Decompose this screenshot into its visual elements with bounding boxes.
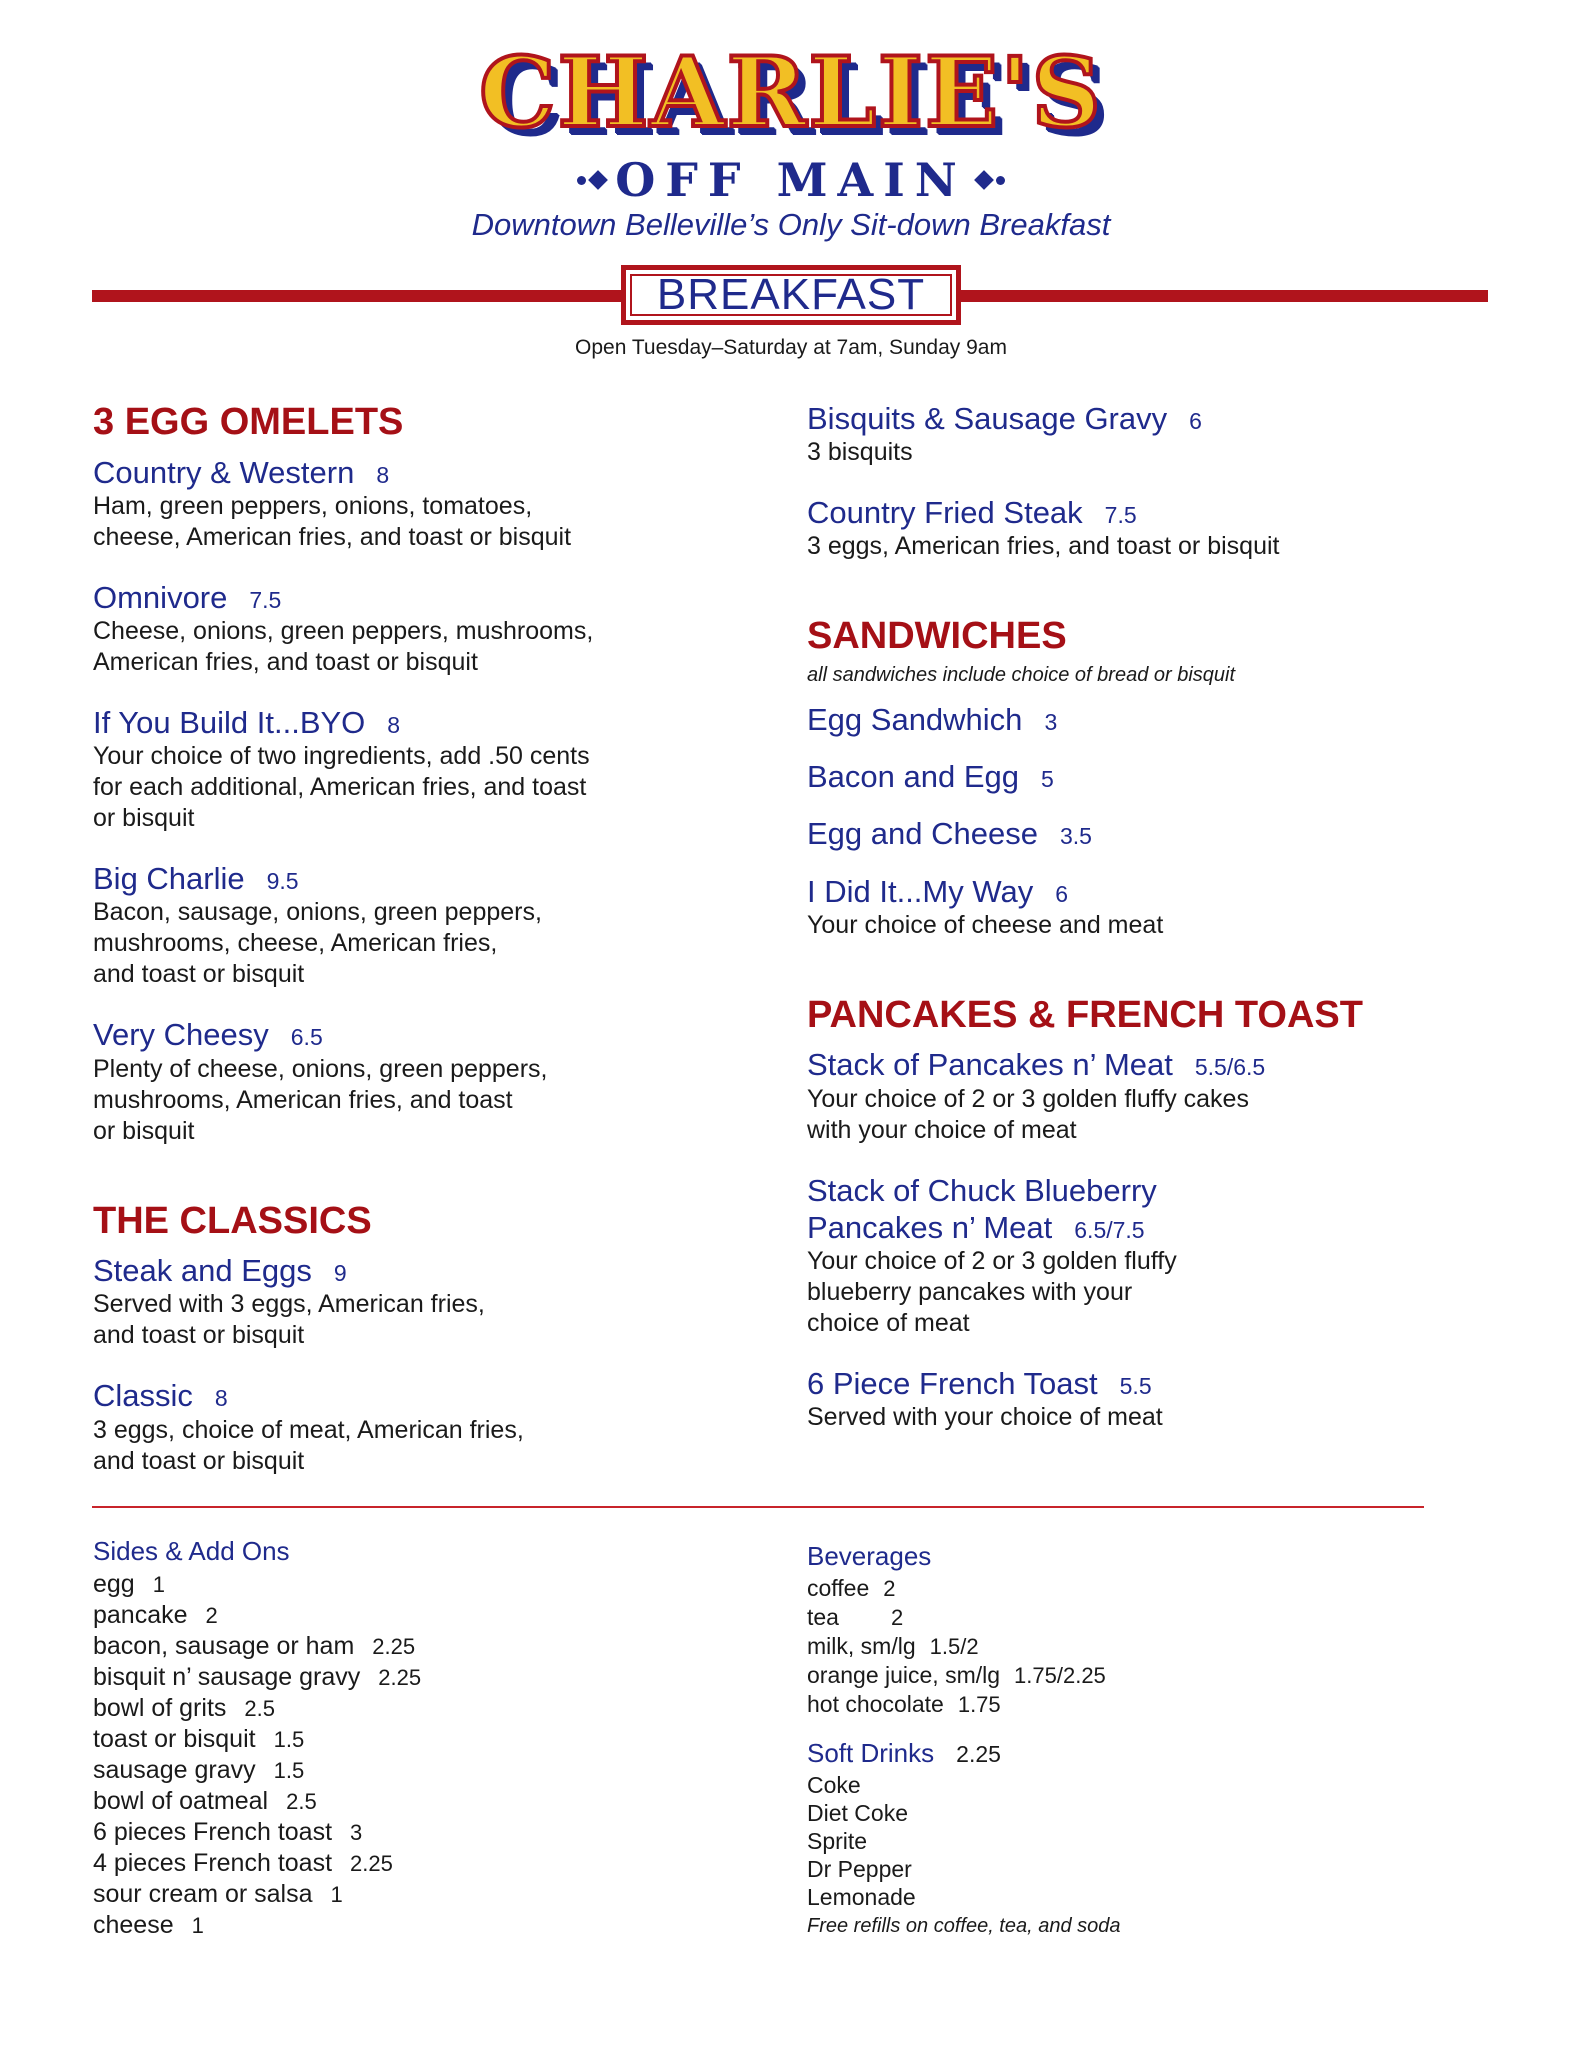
sides-section (93, 1535, 653, 1941)
menu-item (807, 400, 1447, 468)
menu-item (93, 1016, 733, 1146)
menu-item (807, 758, 1447, 795)
item-price: 5 (1041, 766, 1054, 793)
left-column (93, 400, 733, 1503)
menu-item (807, 494, 1447, 562)
item-price: 8 (376, 461, 390, 488)
item-price: 6 (1055, 880, 1068, 907)
list-item: pancake 2 (93, 1600, 218, 1629)
list-item: 4 pieces French toast 2.25 (93, 1848, 393, 1877)
menu-item (93, 1377, 733, 1476)
item-name: Bisquits & Sausage Gravy (807, 401, 1168, 436)
item-price: 6 (1189, 408, 1202, 434)
list-item: hot chocolate 1.75 (807, 1690, 1001, 1717)
soft-drinks-title: Soft Drinks 2.25 (807, 1737, 1001, 1768)
logo-subtitle: OFF MAIN (615, 153, 967, 207)
menu-item (807, 1365, 1447, 1433)
logo (0, 36, 1582, 207)
item-description: 3 bisquits (807, 438, 913, 467)
beverages-section (807, 1540, 1367, 1941)
menu-item (93, 579, 733, 678)
list-item: bacon, sausage or ham 2.25 (93, 1631, 416, 1660)
item-name: Pancakes n’ Meat (807, 1209, 1053, 1245)
list-item: tea 2 (807, 1603, 904, 1630)
item-description: 3 eggs, American fries, and toast or bisquit (807, 532, 1280, 561)
item-name: Egg Sandwhich (807, 701, 1023, 737)
item-name: Egg and Cheese (807, 816, 1038, 852)
item-name: Big Charlie (93, 861, 245, 897)
item-name: I Did It...My Way (807, 873, 1034, 909)
pancakes-title: PANCAKES & FRENCH TOAST (807, 993, 1363, 1036)
item-description: Your choice of 2 or 3 golden fluffy cakes with your choice of meat (807, 1084, 1249, 1144)
menu-item (807, 873, 1447, 941)
list-item: bowl of oatmeal 2.5 (93, 1786, 317, 1815)
item-price: 9 (333, 1260, 347, 1287)
menu-item (807, 815, 1447, 852)
list-item: Sprite (807, 1827, 868, 1854)
item-description: 3 eggs, choice of meat, American fries, and toast or bisquit (93, 1415, 524, 1475)
item-price: 8 (214, 1385, 228, 1412)
item-name: Stack of Pancakes n’ Meat (807, 1047, 1173, 1083)
item-description: Cheese, onions, green peppers, mushrooms, American fries, and toast or bisquit (93, 616, 594, 676)
breakfast-banner (621, 265, 961, 325)
list-item: coffee 2 (807, 1574, 896, 1601)
refill-note: Free refills on coffee, tea, and soda (807, 1914, 1121, 1937)
list-item: 6 pieces French toast 3 (93, 1817, 363, 1846)
item-name: 6 Piece French Toast (807, 1365, 1098, 1401)
beverages-title: Beverages (807, 1541, 932, 1571)
item-name: Very Cheesy (93, 1017, 269, 1053)
item-price: 7.5 (249, 586, 282, 613)
item-price: 5.5 (1119, 1372, 1152, 1399)
left-ornament-icon (577, 173, 605, 187)
logo-title: CHARLIE'S (479, 36, 1103, 149)
omelets-title: 3 EGG OMELETS (93, 401, 404, 443)
list-item: egg 1 (93, 1569, 165, 1598)
menu-item (807, 701, 1447, 738)
sandwiches-title: SANDWICHES (807, 615, 1067, 658)
item-price: 6.5/7.5 (1074, 1216, 1145, 1243)
right-column (807, 400, 1447, 1459)
item-description: Your choice of cheese and meat (807, 910, 1164, 939)
menu-item (93, 454, 733, 553)
opening-hours: Open Tuesday–Saturday at 7am, Sunday 9am (575, 336, 1007, 359)
list-item: bowl of grits 2.5 (93, 1693, 275, 1722)
classics-title: THE CLASSICS (93, 1199, 372, 1242)
list-item: orange juice, sm/lg 1.75/2.25 (807, 1661, 1106, 1688)
item-name: Classic (93, 1378, 193, 1414)
item-name: If You Build It...BYO (93, 704, 366, 740)
item-price: 9.5 (266, 868, 299, 895)
item-name: Omnivore (93, 579, 228, 615)
item-price: 7.5 (1104, 502, 1137, 529)
section-divider (92, 1506, 1424, 1508)
item-price: 3 (1044, 708, 1058, 735)
item-name: Country & Western (93, 454, 355, 490)
item-description: Ham, green peppers, onions, tomatoes, cheese, American fries, and toast or bisquit (93, 491, 572, 551)
item-name: Steak and Eggs (93, 1253, 312, 1289)
item-description: Bacon, sausage, onions, green peppers, mushrooms, cheese, American fries, and toast or bisquit (93, 898, 542, 989)
sandwiches-note: all sandwiches include choice of bread or bisquit (807, 663, 1236, 686)
right-ornament-icon (977, 173, 1005, 187)
item-description: Your choice of 2 or 3 golden fluffy blueberry pancakes with your choice of meat (807, 1246, 1177, 1337)
item-name: Stack of Chuck Blueberry (807, 1172, 1157, 1208)
list-item: sour cream or salsa 1 (93, 1879, 343, 1908)
logo-subtitle-row (0, 153, 1582, 207)
banner-title: BREAKFAST (656, 270, 926, 319)
list-item: Dr Pepper (807, 1855, 912, 1882)
list-item: Lemonade (807, 1883, 916, 1910)
item-price: 5.5/6.5 (1194, 1054, 1266, 1081)
item-price: 3.5 (1059, 823, 1092, 850)
item-price: 8 (387, 711, 401, 738)
list-item: bisquit n’ sausage gravy 2.25 (93, 1662, 422, 1691)
list-item: Diet Coke (807, 1799, 908, 1826)
item-name: Country Fried Steak (807, 495, 1083, 531)
menu-item (807, 1172, 1447, 1339)
list-item: milk, sm/lg 1.5/2 (807, 1632, 979, 1659)
list-item: sausage gravy 1.5 (93, 1755, 305, 1784)
menu-item (807, 1046, 1447, 1145)
list-item: toast or bisquit 1.5 (93, 1724, 305, 1753)
list-item: cheese 1 (93, 1910, 204, 1939)
item-description: Your choice of two ingredients, add .50 cents for each additional, American fries, and toast or bisquit (93, 742, 590, 833)
menu-item (93, 860, 733, 990)
item-name: Bacon and Egg (807, 759, 1020, 795)
menu-item (93, 704, 733, 834)
sides-title: Sides & Add Ons (93, 1536, 290, 1566)
menu-item (93, 1252, 733, 1351)
list-item: Coke (807, 1771, 861, 1798)
item-description: Served with 3 eggs, American fries, and toast or bisquit (93, 1290, 485, 1350)
item-price: 6.5 (290, 1024, 323, 1051)
item-description: Plenty of cheese, onions, green peppers, mushrooms, American fries, and toast or bisquit (93, 1054, 548, 1145)
tagline: Downtown Belleville’s Only Sit-down Breakfast (471, 207, 1111, 242)
item-description: Served with your choice of meat (807, 1403, 1163, 1432)
